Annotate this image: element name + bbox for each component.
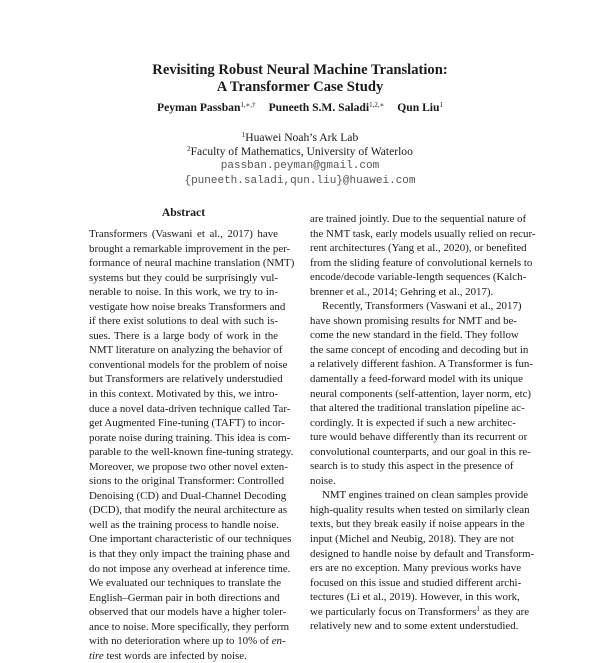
abstract-line: do not impose any overhead at inference time. — [89, 562, 291, 575]
body-line: brenner et al., 2014; Gehring et al., 2017). — [310, 285, 494, 298]
abstract-line: (DCD), that modify the neural architecture as — [89, 504, 288, 517]
abstract-line: Denoising (CD) and Dual-Channel Decoding — [89, 489, 287, 502]
email: passban.peyman@gmail.com — [220, 160, 380, 173]
author-marks: 1,2,∗ — [369, 101, 385, 109]
body-line: search is to study this aspect in the presence of — [310, 460, 514, 473]
abstract-line: Moreover, we propose two other novel exten- — [89, 460, 288, 473]
body-line: that altered the traditional translation pipeline ac- — [310, 402, 525, 415]
body-line: ers are no exception. Many previous works have — [310, 562, 522, 575]
introduction-column — [310, 212, 536, 634]
author-marks: 1 — [439, 101, 443, 109]
body-line: ture would behave differently than its recurrent or — [310, 431, 528, 444]
abstract-line: porate noise during training. This idea is com- — [89, 431, 291, 444]
author — [157, 101, 256, 114]
author-name: Puneeth S.M. Saladi — [268, 101, 370, 114]
paper-title — [0, 62, 600, 96]
title-line-2: A Transformer Case Study — [216, 79, 384, 95]
body-line: are trained jointly. Due to the sequential nature of — [310, 213, 527, 225]
affiliation-text: Huawei Noah’s Ark Lab — [245, 131, 359, 144]
abstract-line — [89, 634, 286, 649]
affiliation-text: Faculty of Mathematics, University of Waterloo — [190, 145, 413, 159]
body-line: from the sliding feature of convolutional kernels to — [310, 256, 533, 269]
body-line: NMT engines trained on clean samples provide — [322, 489, 529, 502]
abstract-line: if there exist solutions to deal with such is- — [89, 315, 278, 328]
body-line: texts, but they break easily if noise appears in the — [310, 518, 525, 531]
abstract-line: English–German pair in both directions and — [89, 591, 280, 604]
abstract-line-text: with no deterioration where up to 10% of — [89, 635, 272, 648]
abstract-line: One important characteristic of our techniques — [89, 533, 292, 546]
abstract-line: sues. There is a large body of work in the — [89, 329, 278, 342]
abstract-line: but Transformers are relatively understudied — [89, 373, 283, 386]
author-name: Qun Liu — [397, 101, 440, 114]
body-line: designed to handle noise by default and Transform- — [310, 547, 535, 560]
abstract-line: duce a novel data-driven technique called Tar- — [89, 402, 291, 415]
abstract-line: sions to the original Transformer: Controlled — [89, 475, 285, 488]
body-line: Recently, Transformers (Vaswani et al., 2017) — [322, 300, 522, 313]
abstract-line: brought a remarkable improvement in the per- — [89, 242, 291, 255]
footnote-marker[interactable]: 1 — [476, 604, 480, 613]
abstract-line: conventional models for the problem of noise — [89, 358, 288, 371]
abstract-line — [89, 649, 278, 663]
body-line: neural components (self-attention, layer norm, etc) — [310, 387, 532, 400]
body-line-text: as they are — [479, 605, 530, 618]
affiliations — [0, 131, 600, 188]
body-line: encode/decode variable-length sequences (Kalch- — [310, 271, 527, 284]
abstract-line: Transformers (Vaswani et al., 2017) have — [89, 228, 278, 240]
abstract-body — [89, 227, 295, 663]
body-line: relatively new and to some extent understudied. — [310, 620, 519, 633]
affiliation-mark: 1 — [241, 131, 246, 139]
abstract-heading: Abstract — [161, 206, 206, 219]
body-line: high-quality results when tested on similarly clean — [310, 503, 530, 516]
abstract-line: NMT literature on analyzing the behavior of — [89, 344, 283, 357]
body-line: the same concept of encoding and decoding but in — [310, 343, 529, 356]
abstract-line: in this context. Motivated by this, we intro- — [89, 388, 279, 401]
body-line: rent architectures (Yang et al., 2020), or benefited — [310, 242, 527, 255]
body-line: convolutional counterparts, and our goal in this re- — [310, 445, 531, 458]
abstract-line: nerable to noise. In this work, we try to in- — [89, 286, 278, 299]
abstract-line: parable to the well-known fine-tuning strategy. — [89, 446, 294, 459]
abstract-line: systems but they could be surprisingly vul- — [89, 271, 278, 284]
affiliation-mark: 2 — [187, 145, 191, 154]
body-line: the NMT task, early models usually relied on recur- — [310, 227, 536, 240]
italic-text: en- — [271, 635, 286, 648]
body-line: cordingly. It is expected if such a new architec- — [310, 416, 516, 429]
author-marks: 1,∗,† — [240, 101, 256, 109]
body-line: have shown promising results for NMT and be- — [310, 314, 517, 327]
body-line — [310, 604, 530, 620]
abstract-line: vestigate how noise breaks Transformers and — [89, 300, 286, 313]
body-line: damentally a feed-forward model with its unique — [310, 373, 523, 386]
abstract-line: We evaluated our techniques to translate the — [89, 577, 282, 590]
title-line-1: Revisiting Robust Neural Machine Translation: — [152, 62, 448, 78]
abstract-line: observed that our models have a higher toler- — [89, 606, 287, 619]
body-line: input (Michel and Neubig, 2018). They are not — [310, 533, 514, 546]
abstract-line: get Augmented Fine-tuning (TAFT) to incor- — [89, 417, 285, 430]
abstract-line: formance of neural machine translation (NMT) — [89, 257, 295, 270]
abstract-line-text: test words are infected by noise. — [103, 649, 247, 662]
abstract-line: is that they only impact the training phase and — [89, 548, 290, 561]
body-line: a relatively different fashion. A Transformer is fun- — [310, 358, 534, 371]
abstract-line: well as the training process to handle noise. — [89, 518, 279, 531]
italic-text: tire — [89, 649, 104, 662]
email: {puneeth.saladi,qun.liu}@huawei.com — [184, 174, 416, 187]
author-name: Peyman Passban — [157, 101, 241, 114]
body-line-text: we particularly focus on Transformers — [310, 605, 477, 618]
body-line: noise. — [310, 474, 336, 487]
author-list — [0, 101, 600, 115]
author — [269, 101, 385, 114]
affiliation — [0, 145, 600, 159]
author — [397, 101, 443, 114]
body-line: focused on this issue and studied different archi- — [310, 576, 522, 589]
affiliation — [0, 131, 600, 145]
body-line: tectures (Li et al., 2019). However, in this work, — [310, 591, 520, 604]
abstract-line: ance to noise. More specifically, they perform — [89, 620, 290, 633]
body-line: come the new standard in the field. They follow — [310, 329, 519, 342]
